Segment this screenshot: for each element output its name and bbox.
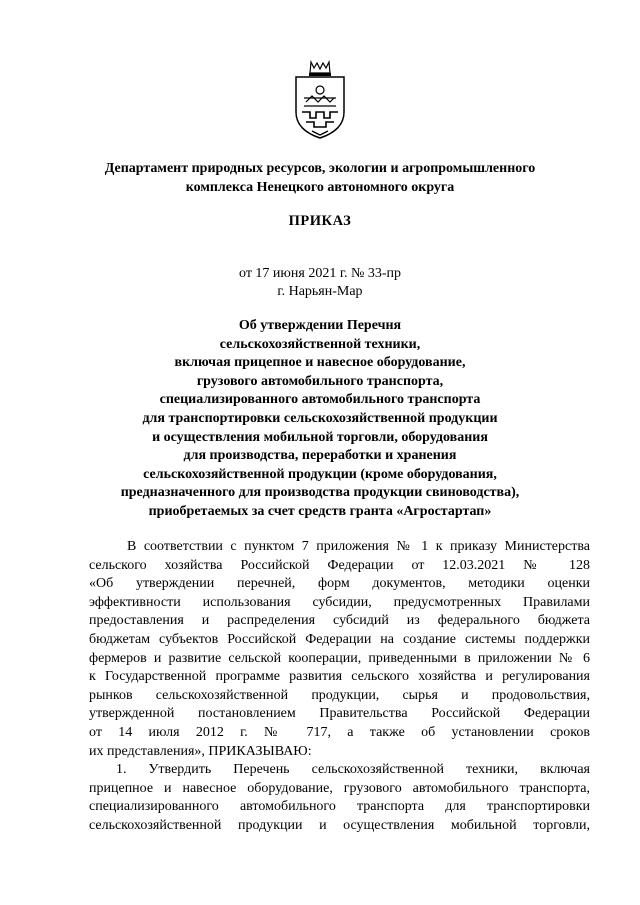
subject-line: включая прицепное и навесное оборудование, [174, 355, 466, 371]
subject-line: грузового автомобильного транспорта, [196, 373, 444, 389]
order-date-block [60, 265, 580, 301]
text-line: предоставления и распределения субсидий из федерального бюджета [89, 613, 590, 629]
text-line: к Государственной программе развития сельского хозяйства и регулирования [89, 669, 590, 685]
order-subject [60, 317, 580, 522]
subject-line: предназначенного для производства продукции свиноводства), [120, 485, 520, 501]
subject-line: для транспортировки сельскохозяйственной продукции [142, 410, 498, 426]
department-line: комплекса Ненецкого автономного округа [185, 180, 455, 195]
order-body [89, 538, 590, 836]
subject-line: Об утверждении Перечня [238, 318, 402, 333]
department-line: Департамент природных ресурсов, экологии и агропромышленного [104, 161, 536, 176]
subject-line: сельскохозяйственной техники, [219, 336, 421, 352]
text-line: от 14 июля 2012 г. № 717, а также об установлении сроков [89, 724, 590, 740]
text-line: В соответствии с пунктом 7 приложения № 1 к приказу Министерства [127, 539, 590, 554]
subject-line: специализированного автомобильного транспорта [159, 392, 481, 408]
subject-line: приобретаемых за счет средств гранта «Агростартап» [148, 503, 492, 519]
text-line: рынков сельскохозяйственной продукции, сырья и продовольствия, [89, 687, 590, 703]
order-city: г. Нарьян-Мар [277, 284, 363, 299]
text-line: специализированного автомобильного транспорта для транспортировки [89, 799, 590, 815]
text-line: утвержденной постановлением Правительства Российской Федерации [89, 706, 590, 722]
text-line: бюджетам субъектов Российской Федерации на создание системы поддержки [89, 631, 590, 647]
text-line: «Об утверждении перечней, форм документов, методики оценки [89, 576, 590, 592]
coat-of-arms-icon [292, 60, 348, 140]
text-line: их представления», ПРИКАЗЫВАЮ: [89, 743, 312, 759]
preamble-paragraph [89, 538, 590, 761]
item-1-paragraph [89, 761, 590, 835]
text-line: фермеров и развитие сельской кооперации, приведенными в приложении № 6 [89, 650, 590, 666]
text-line: сельского хозяйства Российской Федерации от 12.03.2021 № 128 [89, 557, 590, 573]
text-line: эффективности использования субсидии, предусмотренных Правилами [89, 594, 590, 610]
order-date: от 17 июня 2021 г. № 33-пр [239, 266, 401, 281]
text-line: сельскохозяйственной продукции и осуществления мобильной торговли, [89, 817, 590, 833]
subject-line: сельскохозяйственной продукции (кроме оборудования, [143, 466, 497, 482]
subject-line: для производства, переработки и хранения [183, 448, 457, 464]
subject-line: и осуществления мобильной торговли, оборудования [152, 429, 488, 445]
text-line: прицепное и навесное оборудование, грузового автомобильного транспорта, [89, 780, 590, 796]
text-line: 1. Утвердить Перечень сельскохозяйственной техники, включая [116, 762, 590, 778]
document-title: ПРИКАЗ [288, 213, 352, 229]
department-name [60, 159, 580, 197]
